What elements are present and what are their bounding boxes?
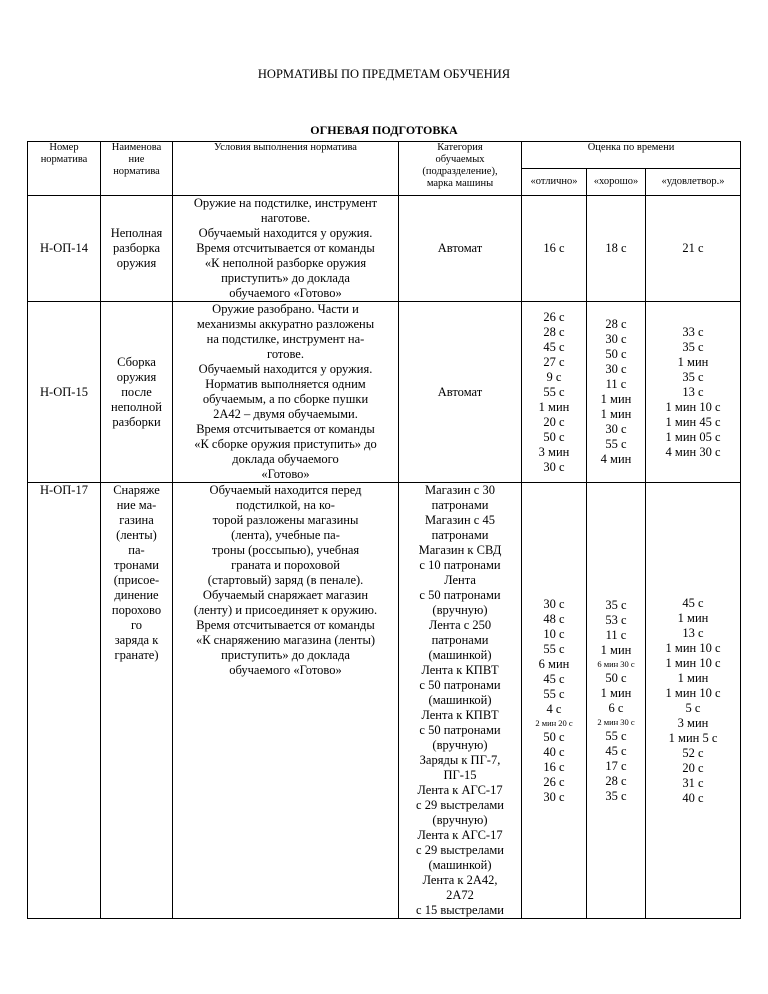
cell-category: Автомат [399, 196, 522, 302]
time-value: 13 с [682, 384, 704, 399]
time-value: 1 мин 10 с [665, 685, 721, 700]
time-value: 1 мин [600, 642, 632, 657]
cell-name: Снаряже ние ма- газина (ленты) па- тронами (присое- динение порохово го заряда к гранате) [101, 483, 173, 919]
cell-excellent [522, 302, 587, 483]
header-conditions: Условия выполнения норматива [173, 142, 399, 196]
time-value: 20 с [543, 414, 565, 429]
time-value: 17 с [605, 758, 627, 773]
time-value: 55 с [543, 384, 565, 399]
header-category: Категория обучаемых (подразделение), марка машины [399, 142, 522, 196]
table-header-row [28, 142, 741, 169]
time-value: 40 с [682, 790, 704, 805]
time-value: 55 с [543, 641, 565, 656]
time-value: 50 с [605, 670, 627, 685]
time-value: 55 с [605, 728, 627, 743]
time-value: 28 с [605, 773, 627, 788]
cell-good [587, 483, 646, 919]
cell-number: Н-ОП-17 [28, 483, 101, 919]
time-value: 1 мин [600, 685, 632, 700]
cell-conditions: Обучаемый находится перед подстилкой, на ко- торой разложены магазины (лента), учебные па- троны (россыпью), учебная граната и пороховой (стартовый) заряд (в пенале). Обучаемый снаряжает магазин (ленту) и присоединяет к оружию. Время отсчитывается от команды «К снаряжению магазина (ленты) приступить» до доклада обучаемого «Готово» [173, 483, 399, 919]
cell-name: Сборка оружия после неполной разборки [101, 302, 173, 483]
cell-excellent [522, 483, 587, 919]
header-name: Наименова ние норматива [101, 142, 173, 196]
header-satisfactory: «удовлетвор.» [646, 169, 741, 196]
time-value: 6 мин [538, 656, 570, 671]
norms-table [27, 141, 741, 919]
time-value: 1 мин 10 с [665, 640, 721, 655]
time-value: 1 мин [677, 354, 709, 369]
time-value: 6 мин 30 с [597, 658, 635, 669]
header-number: Номер норматива [28, 142, 101, 196]
time-value: 45 с [682, 595, 704, 610]
time-value: 35 с [682, 339, 704, 354]
time-value: 3 мин [677, 715, 709, 730]
time-value: 20 с [682, 760, 704, 775]
table-row [28, 196, 741, 302]
time-value: 35 с [605, 788, 627, 803]
document-title: НОРМАТИВЫ ПО ПРЕДМЕТАМ ОБУЧЕНИЯ [257, 67, 511, 81]
time-value: 48 с [543, 611, 565, 626]
cell-satisfactory [646, 483, 741, 919]
time-value: 30 с [605, 422, 627, 436]
cell-conditions: Оружие на подстилке, инструмент наготове. Обучаемый находится у оружия. Время отсчитывается от команды «К неполной разборке оружия приступить» до доклада обучаемого «Готово» [173, 196, 399, 302]
cell-satisfactory [646, 302, 741, 483]
time-value: 52 с [682, 745, 704, 760]
time-value: 40 с [543, 744, 565, 759]
time-value: 1 мин [677, 610, 709, 625]
time-value: 31 с [682, 775, 704, 790]
time-value: 13 с [682, 625, 704, 640]
time-value: 10 с [543, 626, 565, 641]
time-value: 4 мин 30 с [665, 444, 721, 459]
cell-number: Н-ОП-14 [28, 196, 101, 302]
time-value: 30 с [543, 596, 565, 611]
header-grade-group: Оценка по времени [522, 142, 741, 169]
time-value: 45 с [543, 339, 565, 354]
time-value: 55 с [543, 686, 565, 701]
time-value: 45 с [605, 743, 627, 758]
header-excellent: «отлично» [522, 169, 587, 196]
time-value: 50 с [543, 429, 565, 444]
header-good: «хорошо» [587, 169, 646, 196]
time-value: 30 с [543, 789, 565, 804]
time-value: 1 мин 10 с [665, 655, 721, 670]
cell-good: 18 с [587, 196, 646, 302]
time-value: 9 с [546, 369, 562, 384]
time-value: 1 мин [600, 407, 632, 421]
cell-name: Неполная разборка оружия [101, 196, 173, 302]
time-value: 27 с [543, 354, 565, 369]
cell-conditions: Оружие разобрано. Части и механизмы аккуратно разложены на подстилке, инструмент на- готове. Обучаемый находится у оружия. Норматив выполняется одним обучаемым, а по сборке пушки 2А42 – двумя обучаемыми. Время отсчитывается от команды «К сборке оружия приступить» до доклада обучаемого «Готово» [173, 302, 399, 483]
time-value: 26 с [543, 774, 565, 789]
time-value: 33 с [682, 324, 704, 339]
time-value: 35 с [605, 597, 627, 612]
time-value: 35 с [682, 369, 704, 384]
cell-category: Автомат [399, 302, 522, 483]
time-value: 3 мин [538, 444, 570, 459]
time-value: 16 с [543, 759, 565, 774]
cell-good [587, 302, 646, 483]
time-value: 50 с [605, 347, 627, 361]
time-value: 2 мин 30 с [597, 716, 635, 727]
cell-category: Магазин с 30 патронами Магазин с 45 патронами Магазин к СВД с 10 патронами Лента с 50 патронами (вручную) Лента с 250 патронами (машинкой) Лента к КПВТ с 50 патронами (машинкой) Лента к КПВТ с 50 патронами (вручную) Заряды к ПГ-7, ПГ-15 Лента к АГС-17 с 29 выстрелами (вручную) Лента к АГС-17 с 29 выстрелами (машинкой) Лента к 2А42, 2А72 с 15 выстрелами [399, 483, 522, 919]
time-value: 26 с [543, 309, 565, 324]
time-value: 1 мин 05 с [665, 429, 721, 444]
time-value: 1 мин 45 с [665, 414, 721, 429]
time-value: 11 с [605, 627, 627, 642]
time-value: 55 с [605, 437, 627, 451]
cell-number: Н-ОП-15 [28, 302, 101, 483]
time-value: 45 с [543, 671, 565, 686]
time-value: 11 с [605, 377, 627, 391]
cell-excellent: 16 с [522, 196, 587, 302]
table-row [28, 483, 741, 919]
time-value: 5 с [685, 700, 701, 715]
time-value: 1 мин [677, 670, 709, 685]
time-value: 30 с [605, 332, 627, 346]
time-value: 28 с [543, 324, 565, 339]
cell-satisfactory: 21 с [646, 196, 741, 302]
time-value: 1 мин 10 с [665, 399, 721, 414]
time-value: 53 с [605, 612, 627, 627]
time-value: 1 мин [538, 399, 570, 414]
time-value: 6 с [608, 700, 624, 715]
time-value: 1 мин 5 с [668, 730, 718, 745]
time-value: 2 мин 20 с [535, 717, 573, 728]
time-value: 28 с [605, 317, 627, 331]
time-value: 4 с [546, 701, 562, 716]
time-value: 50 с [543, 729, 565, 744]
table-row [28, 302, 741, 483]
time-value: 4 мин [600, 452, 632, 466]
time-value: 30 с [543, 459, 565, 474]
time-value: 30 с [605, 362, 627, 376]
time-value: 1 мин [600, 392, 632, 406]
section-title: ОГНЕВАЯ ПОДГОТОВКА [310, 123, 458, 137]
